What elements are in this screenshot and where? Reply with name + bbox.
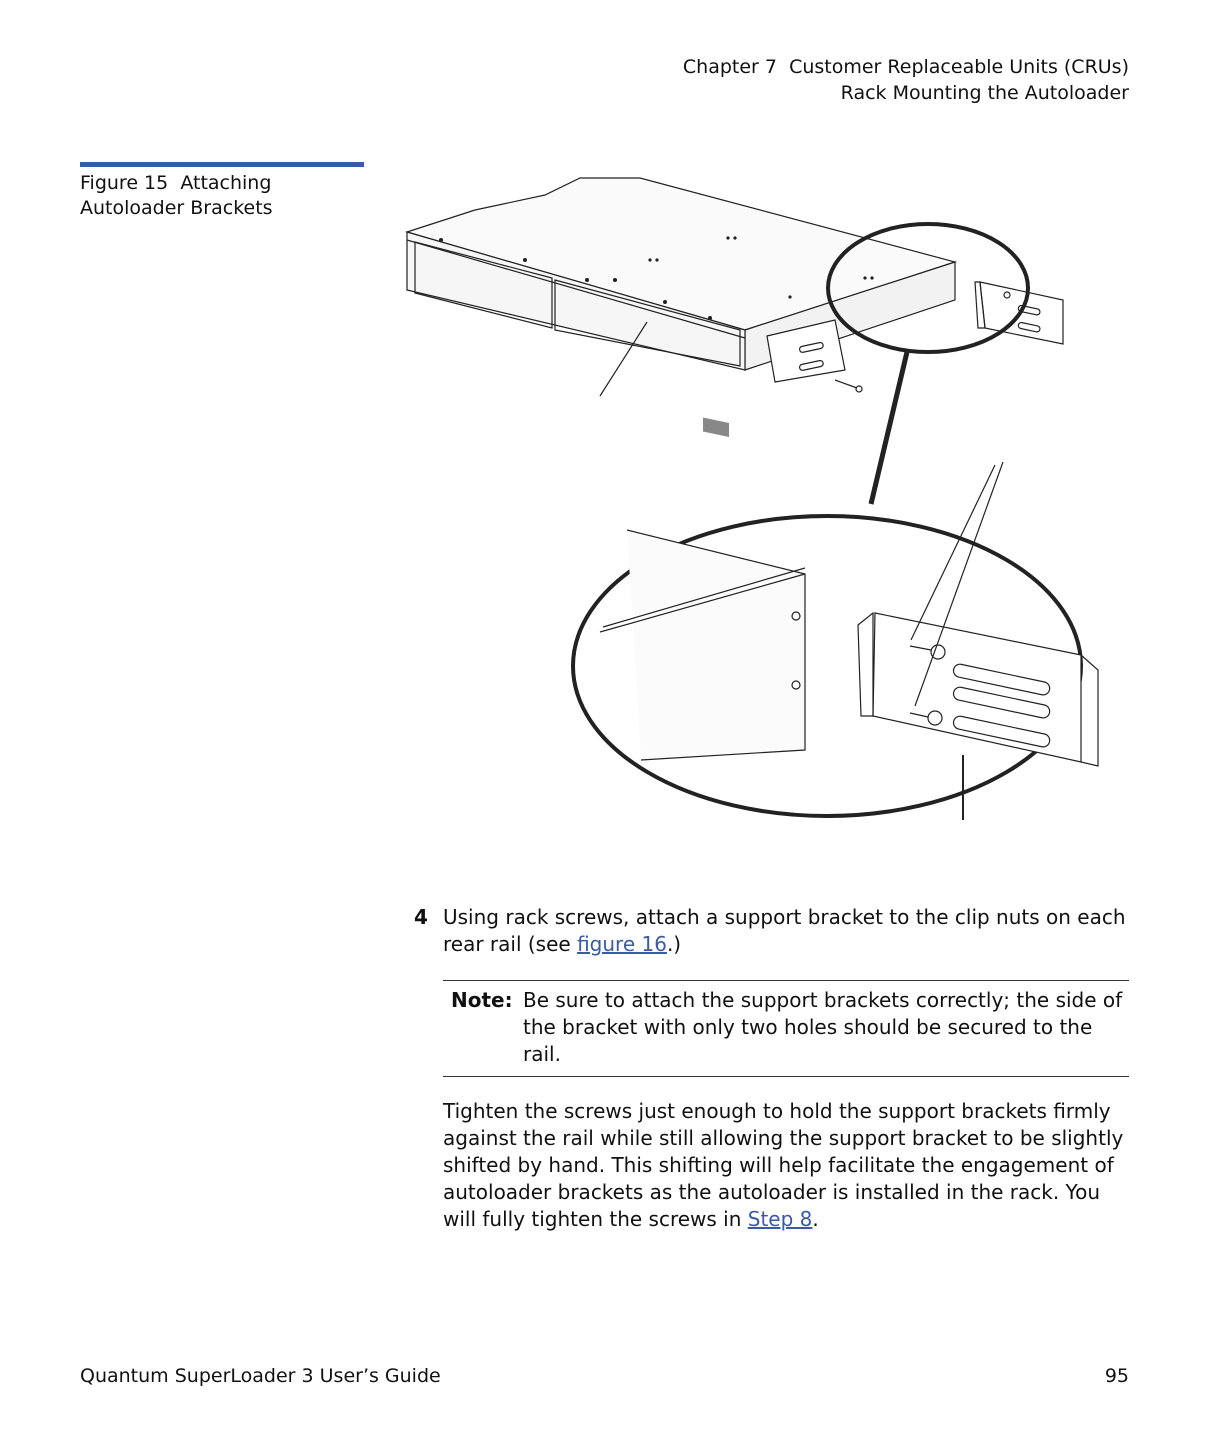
detail-connector-line [871, 352, 907, 504]
screw-leader-line-1 [911, 465, 995, 640]
running-header [683, 54, 1129, 106]
figure-caption [80, 171, 350, 221]
figure-title: Attaching Autoloader Brackets [80, 172, 273, 219]
note-label: Note: [451, 988, 513, 1012]
figure-label: Figure 15 [80, 172, 169, 194]
section-title: Rack Mounting the Autoloader [840, 82, 1129, 104]
magnified-bracket [858, 613, 1098, 766]
figure-rule [80, 162, 364, 167]
body-paragraph [443, 1098, 1133, 1233]
magnified-chassis-corner [600, 530, 805, 760]
paragraph-text-end: . [812, 1207, 819, 1231]
autoloader-chassis [407, 178, 955, 437]
step-number: 4 [414, 905, 428, 929]
step-8-link[interactable]: Step 8 [747, 1207, 813, 1231]
step-text-start: Using rack screws, attach a support bracket to the clip nuts on each rear rail (see [443, 905, 1126, 956]
note-box [443, 980, 1129, 1077]
chapter-title: Chapter 7 Customer Replaceable Units (CRUs) [682, 56, 1129, 78]
figure-16-link[interactable]: figure 16 [577, 932, 667, 956]
step-text [443, 904, 1133, 958]
step-text-end: .) [666, 932, 682, 956]
autoloader-bracket-illustration [395, 170, 1115, 830]
note-text: Be sure to attach the support brackets correctly; the side of the bracket with only two holes should be secured to the rail. [523, 988, 1123, 1066]
page-number: 95 [1104, 1365, 1129, 1387]
footer-title: Quantum SuperLoader 3 User’s Guide [80, 1365, 441, 1387]
paragraph-text-start: Tighten the screws just enough to hold the support brackets firmly against the rail while still allowing the support bracket to be slightly shifted by hand. This shifting will help facilitate the engagement of autoloader brackets as the autoloader is installed in the rack. You will fully tighten the screws in [443, 1099, 1124, 1231]
